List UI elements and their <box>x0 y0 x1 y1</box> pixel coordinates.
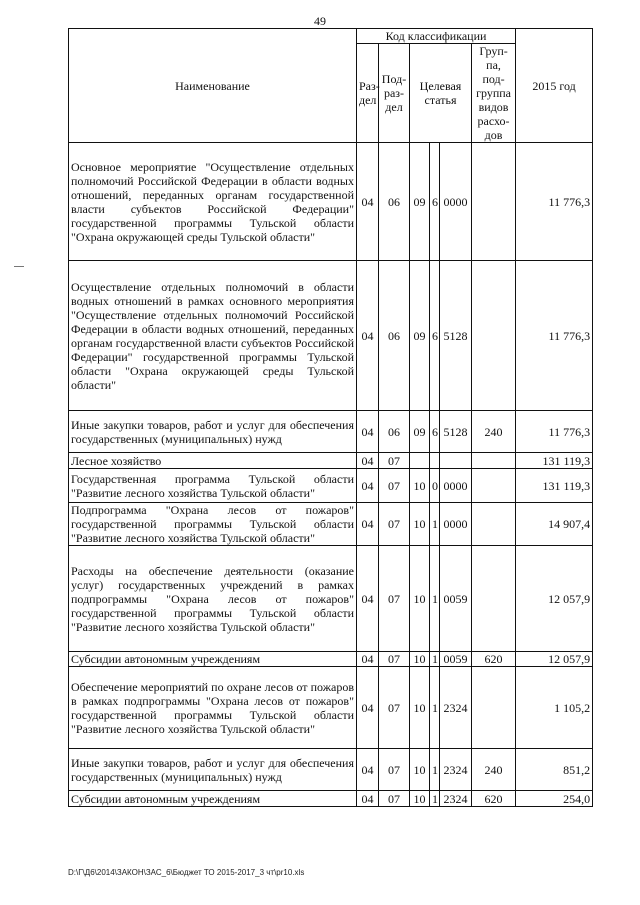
header-celevaya-statya: Целевая статья <box>410 44 472 143</box>
row-razdel: 04 <box>357 667 379 749</box>
row-name: Субсидии автономным учреждениям <box>69 652 357 667</box>
row-podrazdel: 07 <box>379 791 410 807</box>
row-amount: 131 119,3 <box>516 469 593 503</box>
row-vid-rashodov: 620 <box>472 791 516 807</box>
row-vid-rashodov <box>472 469 516 503</box>
row-vid-rashodov <box>472 261 516 411</box>
row-amount: 254,0 <box>516 791 593 807</box>
row-name: Осуществление отдельных полномочий в области водных отношений в рамках основного мероприятия "Осуществление отдельных полномочий Российской Федерации в области водных отношений, переданных органам государственной власти субъектов Российской Федерации" государственной программы Тульской области "Охрана окружающей среды Тульской области" <box>69 261 357 411</box>
row-cs-program: 09 <box>410 143 430 261</box>
table-body <box>69 143 593 807</box>
row-razdel: 04 <box>357 546 379 652</box>
page-number: 49 <box>314 14 326 28</box>
row-cs-direction: 0000 <box>440 503 472 546</box>
row-name: Лесное хозяйство <box>69 453 357 469</box>
row-amount: 11 776,3 <box>516 143 593 261</box>
row-name: Основное мероприятие "Осуществление отдельных полномочий Российской Федерации в области водных отношений, переданных органам государственной власти субъектов Российской Федерации" государственной программы Тульской области "Охрана окружающей среды Тульской области" <box>69 143 357 261</box>
row-cs-direction <box>440 453 472 469</box>
row-cs-program: 09 <box>410 261 430 411</box>
footer-path: D:\Г\Д6\2014\ЗАКОН\ЗАС_6\Бюджет ТО 2015-2017_3 чт\pr10.xls <box>68 868 305 877</box>
row-razdel: 04 <box>357 453 379 469</box>
row-razdel: 04 <box>357 503 379 546</box>
row-name: Обеспечение мероприятий по охране лесов от пожаров в рамках подпрограммы "Охрана лесов от пожаров" государственной программы Тульской области "Развитие лесного хозяйства Тульской области" <box>69 667 357 749</box>
header-name: Наименование <box>69 29 357 143</box>
row-razdel: 04 <box>357 469 379 503</box>
row-amount: 11 776,3 <box>516 411 593 453</box>
table-row <box>69 453 593 469</box>
table-row <box>69 652 593 667</box>
row-cs-program: 10 <box>410 469 430 503</box>
header-podrazdel: Под- раз- дел <box>379 44 410 143</box>
row-cs-direction: 0000 <box>440 143 472 261</box>
table-row <box>69 411 593 453</box>
row-cs-program <box>410 453 430 469</box>
row-podrazdel: 06 <box>379 143 410 261</box>
row-cs-program: 10 <box>410 652 430 667</box>
row-cs-direction: 0059 <box>440 652 472 667</box>
row-name: Субсидии автономным учреждениям <box>69 791 357 807</box>
row-vid-rashodov: 240 <box>472 411 516 453</box>
table-row <box>69 667 593 749</box>
row-cs-program: 10 <box>410 667 430 749</box>
row-vid-rashodov <box>472 453 516 469</box>
row-razdel: 04 <box>357 749 379 791</box>
row-name: Государственная программа Тульской области "Развитие лесного хозяйства Тульской области" <box>69 469 357 503</box>
row-cs-program: 10 <box>410 791 430 807</box>
row-name: Подпрограмма "Охрана лесов от пожаров" государственной программы Тульской области "Развитие лесного хозяйства Тульской области" <box>69 503 357 546</box>
row-name: Расходы на обеспечение деятельности (оказание услуг) государственных учреждений в рамках подпрограммы "Охрана лесов от пожаров" государственной программы Тульской области "Развитие лесного хозяйства Тульской области" <box>69 546 357 652</box>
row-cs-subprogram: 1 <box>430 503 440 546</box>
header-razdel: Раз- дел <box>357 44 379 143</box>
row-amount: 14 907,4 <box>516 503 593 546</box>
row-razdel: 04 <box>357 791 379 807</box>
table-row <box>69 503 593 546</box>
row-cs-direction: 0000 <box>440 469 472 503</box>
row-cs-subprogram <box>430 453 440 469</box>
row-amount: 12 057,9 <box>516 546 593 652</box>
row-razdel: 04 <box>357 411 379 453</box>
row-cs-subprogram: 0 <box>430 469 440 503</box>
row-razdel: 04 <box>357 261 379 411</box>
row-podrazdel: 07 <box>379 667 410 749</box>
row-cs-program: 10 <box>410 546 430 652</box>
row-razdel: 04 <box>357 652 379 667</box>
row-cs-direction: 0059 <box>440 546 472 652</box>
row-cs-subprogram: 6 <box>430 411 440 453</box>
row-vid-rashodov <box>472 143 516 261</box>
row-cs-subprogram: 1 <box>430 749 440 791</box>
row-vid-rashodov: 620 <box>472 652 516 667</box>
row-podrazdel: 06 <box>379 411 410 453</box>
row-amount: 1 105,2 <box>516 667 593 749</box>
row-cs-direction: 5128 <box>440 411 472 453</box>
header-year: 2015 год <box>516 29 593 143</box>
row-podrazdel: 06 <box>379 261 410 411</box>
row-amount: 851,2 <box>516 749 593 791</box>
row-podrazdel: 07 <box>379 652 410 667</box>
row-cs-program: 10 <box>410 503 430 546</box>
row-cs-subprogram: 6 <box>430 261 440 411</box>
row-vid-rashodov: 240 <box>472 749 516 791</box>
row-razdel: 04 <box>357 143 379 261</box>
row-cs-subprogram: 6 <box>430 143 440 261</box>
row-cs-subprogram: 1 <box>430 667 440 749</box>
row-cs-direction: 2324 <box>440 791 472 807</box>
row-cs-program: 09 <box>410 411 430 453</box>
row-amount: 131 119,3 <box>516 453 593 469</box>
row-cs-subprogram: 1 <box>430 652 440 667</box>
table-row <box>69 749 593 791</box>
row-podrazdel: 07 <box>379 503 410 546</box>
row-podrazdel: 07 <box>379 749 410 791</box>
row-podrazdel: 07 <box>379 469 410 503</box>
row-name: Иные закупки товаров, работ и услуг для обеспечения государственных (муниципальных) нужд <box>69 411 357 453</box>
table-row <box>69 469 593 503</box>
row-cs-program: 10 <box>410 749 430 791</box>
row-cs-subprogram: 1 <box>430 791 440 807</box>
row-cs-direction: 2324 <box>440 749 472 791</box>
row-amount: 11 776,3 <box>516 261 593 411</box>
row-vid-rashodov <box>472 546 516 652</box>
header-code-group: Код классификации <box>357 29 516 44</box>
row-amount: 12 057,9 <box>516 652 593 667</box>
row-vid-rashodov <box>472 667 516 749</box>
row-cs-subprogram: 1 <box>430 546 440 652</box>
budget-table <box>68 28 593 807</box>
table-row <box>69 143 593 261</box>
row-podrazdel: 07 <box>379 546 410 652</box>
row-name: Иные закупки товаров, работ и услуг для обеспечения государственных (муниципальных) нужд <box>69 749 357 791</box>
table-row <box>69 261 593 411</box>
row-cs-direction: 2324 <box>440 667 472 749</box>
margin-mark <box>14 266 24 267</box>
row-vid-rashodov <box>472 503 516 546</box>
table-row <box>69 546 593 652</box>
table-row <box>69 791 593 807</box>
header-vid-rashodov: Груп- па, под- группа видов расхо- дов <box>472 44 516 143</box>
row-cs-direction: 5128 <box>440 261 472 411</box>
row-podrazdel: 07 <box>379 453 410 469</box>
